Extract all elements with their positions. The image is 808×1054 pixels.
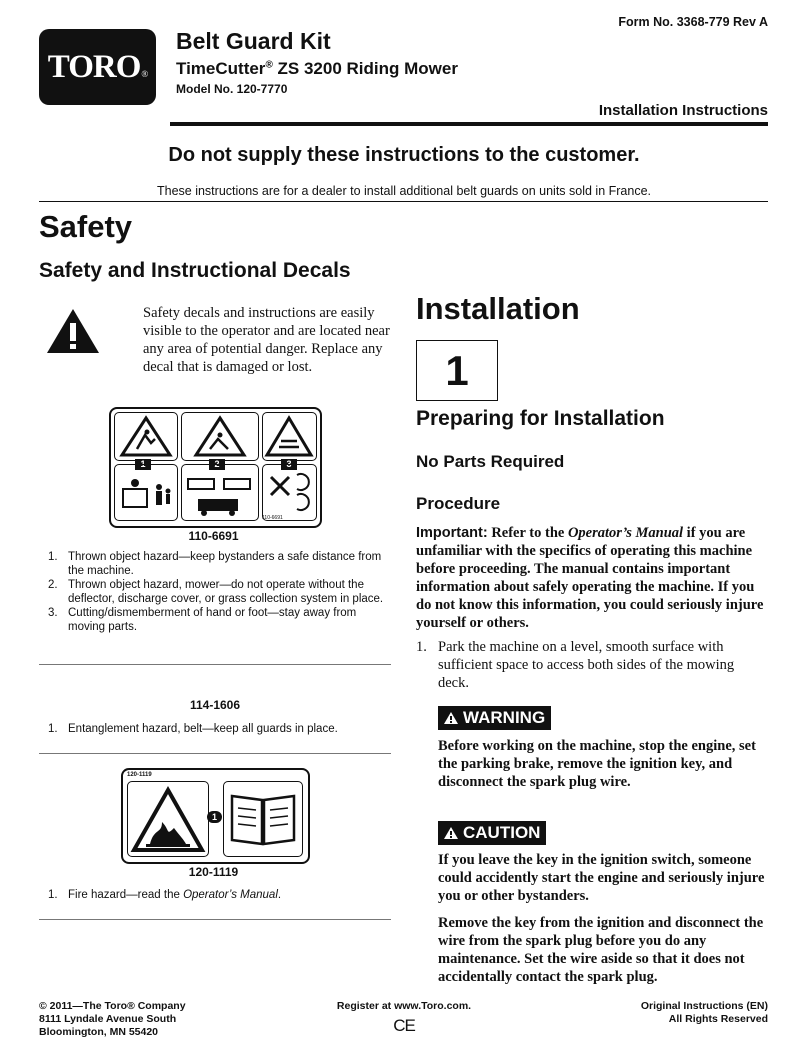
decal-cell [127,781,209,857]
safety-heading: Safety [39,209,133,244]
decal-cell [181,412,259,461]
callout-badge: 2 [209,459,225,470]
mower-deflector-icon [182,465,258,520]
list-text: Entanglement hazard, belt—keep all guards in place. [68,723,338,735]
notice-subline: These instructions are for a dealer to install additional belt guards on units sold in France. [156,184,652,198]
notice-headline: Do not supply these instructions to the customer. [168,144,640,166]
caution-triangle-icon [443,826,459,840]
warning-triangle-icon [443,711,459,725]
safety-intro: Safety decals and instructions are easily visible to the operator and are located near any area of potential danger. Replace any decal that is damaged or lost. [143,305,390,375]
list-text-end: . [277,889,282,901]
footer-rights [641,1000,768,1026]
step-text: Park the machine on a level, smooth surface with sufficient space to access both sides of the mowing deck. [438,639,735,691]
warning-triangle-icon [45,307,101,355]
list-num: 1. [48,723,58,735]
list-num: 3. [48,607,58,619]
list-text: Thrown object hazard, mower—do not operate without the deflector, discharge cover, or grass collection system in place. [68,579,384,605]
product-rest: ZS 3200 Riding Mower [272,59,458,78]
decal-code: 120-1119 [188,865,239,879]
footer-company-line: Bloomington, MN 55420 [39,1026,159,1038]
decal-code: 114-1606 [189,698,241,712]
notice-rule [39,201,768,202]
decal-cell [114,412,178,461]
list-text: Thrown object hazard—keep bystanders a safe distance from the machine. [68,551,382,577]
section-divider [39,919,391,920]
list-text-italic: Operator’s Manual [183,889,278,901]
decal3-item [48,889,391,901]
bystanders-icon [115,465,177,520]
callout-badge: 1 [135,459,151,470]
decals-subheading: Safety and Instructional Decals [39,259,351,282]
list-text: Cutting/dismemberment of hand or foot—stay away from moving parts. [68,607,357,633]
list-num: 2. [48,579,58,591]
decal-110-6691 [109,407,322,528]
caution-text-2: Remove the key from the ignition and disconnect the wire from the spark plug before you do any maintenance. Set the wire aside so that it does not accidentally contact the spark plug. [438,915,764,985]
footer-company-line: 8111 Lyndale Avenue South [39,1013,177,1025]
product-reg-mark: ® [265,59,273,71]
form-number: Form No. 3368-779 Rev A [618,15,768,29]
important-note [416,524,768,632]
list-num: 1. [48,551,58,563]
section-divider [39,753,391,754]
footer-company-line: © 2011—The Toro® Company [39,1000,186,1012]
stay-away-icon [263,465,316,520]
ce-mark: CE [393,1016,415,1035]
list-item [48,722,391,736]
mower-hazard-icon [182,413,258,460]
step-number-box: 1 [416,340,498,401]
doc-title: Belt Guard Kit [176,28,331,54]
step-num: 1. [416,639,427,655]
list-item [48,606,391,634]
decal2-list [48,722,391,736]
decal-small-code: 110-6691 [262,515,283,521]
procedure-heading: Procedure [416,494,501,513]
warning-text: Before working on the machine, stop the engine, set the parking brake, remove the ignition key, and disconnect the spark plug wire. [438,738,756,790]
decal-120-1119 [121,768,310,864]
operator-manual-book-icon [224,782,302,856]
installation-heading: Installation [416,291,580,326]
footer-rights-line: Original Instructions (EN) [640,1000,768,1012]
toro-logo [39,29,156,105]
doc-type: Installation Instructions [598,102,768,119]
parts-label: No Parts Required [416,452,565,471]
important-text-b: if you are unfamiliar with the specifics of operating this machine before proceeding. The manual contains important information about safely operating the machine. If you do not know this information, you could seriously injure yourself or others. [416,525,764,631]
footer-rights-line: All Rights Reserved [668,1013,768,1025]
decal-cell [223,781,303,857]
warning-tag [438,706,551,730]
caution-label: CAUTION [463,823,541,842]
model-number: Model No. 120-7770 [176,82,288,96]
decal1-list [48,550,391,634]
logo-mark: ® [141,69,148,79]
important-text-a: Refer to the [487,525,568,541]
decal-small-code: 120-1119 [127,772,152,778]
decal-cell [262,464,317,521]
product-name: TimeCutter [176,59,266,78]
caution-text-1: If you leave the key in the ignition switch, someone could accidently start the engine and seriously injure you or other bystanders. [438,852,765,904]
header-rule [170,122,768,126]
doc-subtitle [176,59,458,79]
list-item [48,578,391,606]
decal-cell [262,412,317,461]
callout-badge: 3 [281,459,297,470]
decal-cell [181,464,259,521]
important-label: Important: [416,525,488,541]
callout-badge: 1 [207,811,222,823]
list-item [48,550,391,578]
warning-label: WARNING [463,708,546,727]
thrown-object-hazard-icon [115,413,177,460]
important-italic: Operator’s Manual [567,525,684,541]
list-text: Fire hazard—read the [68,889,184,901]
caution-tag [438,821,546,845]
section-divider [39,664,391,665]
decal-code: 110-6691 [188,529,239,543]
footer-register: Register at www.Toro.com. [336,1000,472,1012]
fire-hazard-icon [128,782,208,856]
list-num: 1. [48,889,58,901]
cutting-hazard-icon [263,413,316,460]
step-1 [416,638,768,692]
step-title: Preparing for Installation [416,407,665,430]
logo-text: TORO [47,48,141,85]
decal-cell [114,464,178,521]
